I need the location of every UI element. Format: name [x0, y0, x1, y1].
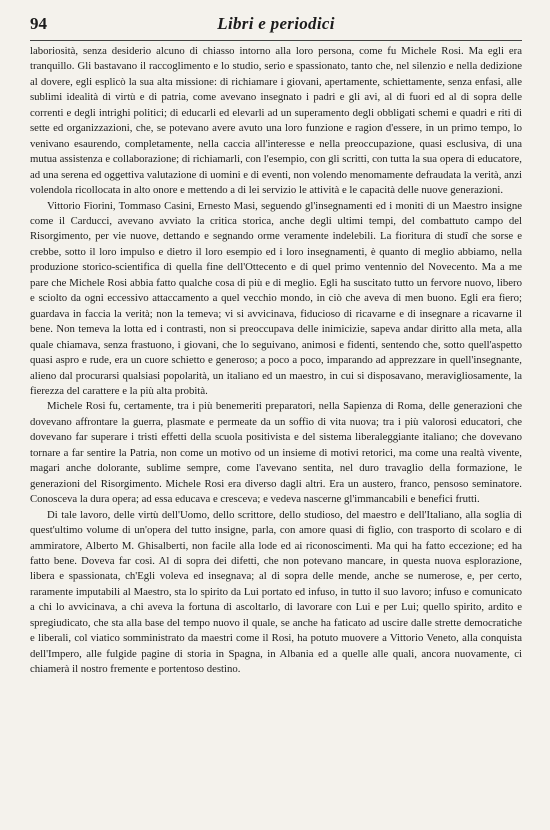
body-text [30, 44, 522, 678]
paragraph-4: Di tale lavoro, delle virtù dell'Uomo, dello scrittore, dello studioso, del maestro e dell'Italiano, alla soglia di quest'ultimo volume di un'opera del tutto insigne, parla, con amore quasi di figlio, con trasporto di scolaro e di ammiratore, Alberto M. Ghisalberti, non facile alla lode ed ai riconoscimenti. Ma qui ha fatto eccezione; ed ha fatto bene. Doveva far così. Al di sopra dei difetti, che non potevano mancare, in questa nuova esplorazione, libera e spassionata, ch'Egli voleva ed insegnava; al di sopra delle mende, anche se numerose, e, per certo, raramente imputabili al Maestro, sta lo spirito da Lui portato ed infuso, in tutto il suo lavoro; infuso e comunicato a chi lo avvicinava, a chi aveva la fortuna di ascoltarlo, di lavorare con Lui e per Lui; quello spirito, ardito e spregiudicato, che sta alla base del tempo nuovo il quale, se anche ha faticato ad uscire dalle strette democratiche e liberali, col viatico somministrato da maestri come il Rosi, ha potuto muovere a Vittorio Veneto, alla conquista dell'Impero, alle fulgide pagine di storia in Spagna, in Albania ed a quelle alle quali, ancora nuovamente, ci chiamerà il nostro fremente e portentoso destino. [30, 508, 522, 676]
running-title: Libri e periodici [217, 14, 335, 33]
running-head [30, 14, 522, 41]
paragraph-2: Vittorio Fiorini, Tommaso Casini, Ernesto Masi, seguendo gl'insegnamenti ed i moniti di un Maestro insigne come il Carducci, avevano avviato la critica storica, anche degli ultimi tempi, del combattuto campo del Risorgimento, per vie nuove, dettando e segnando orme veramente indelebili. La fioritura di studî che sorse e crebbe, sotto il loro impulso e dietro il loro esempio ed i loro insegnamenti, è quanto di meglio abbiamo, nella produzione storico-scientifica di quella fine dell'Ottecento e di quel primo ventennio del Novecento. Ma a me pare che Michele Rosi abbia fatto qualche cosa di più e di meglio. Egli ha suscitato tutto un fervore nuovo, libero e sciolto da ogni eccessivo attaccamento a quel vecchio mondo, in ciò che aveva di men buono. Egli era fiero; guardava in faccia la verità; non la temeva; vi si avvicinava, fiducioso di ricavarne e di insegnare a ricavarne il bene. Non temeva la lotta ed i contrasti, non si preoccupava delle inimicizie, sapeva andar diritto alla meta, alla quale chiamava, senza frastuono, i giovani, che lo seguivano, animosi e fidenti, sentendo che, sotto quell'aspetto quasi aspro e rude, era un cuore schietto e generoso; a poco a poco, imparando ad apprezzare in quell'insegnante, alieno dal procurarsi qualsiasi popolarità, un italiano ed un maestro, in cui si disposavano, meravigliosamente, la fierezza del carattere e la più alta probità. [30, 199, 522, 397]
paragraph-1: laboriosità, senza desiderio alcuno di chiasso intorno alla loro persona, come fu Michele Rosi. Ma egli era tranquillo. Gli bastavano il raccoglimento e lo studio, serio e spassionato, tanto che, nel silenzio e nella dedizione al dovere, egli esplicò la sua alta missione: di richiamare i giovani, apertamente, schiettamente, senza enfasi, alle sublimi idealità di virtù e di patria, come avevano insegnato i padri e gli avi, al di fuori ed al di sopra delle correnti e degli intrighi politici; di educarli ed elevarli ad un superamento degli obbligati schemi e quadri e riti di sette ed organizzazioni, che, se potevano avere avuto una loro funzione e ragion d'essere, in un primo tempo, lo venivano esaurendo, completamente, nella caccia all'interesse e nella preoccupazione, quasi esclusiva, di una mutua assistenza e collaborazione; di richiamarli, con l'esempio, con gli scritti, con tutta la sua opera di educatore, ad una serena ed oggettiva valutazione di uomini e di eventi, non volendo menomamente defraudata la verità, anzi volendola ricollocata in alto onore e mettendo a di lei servizio le attività e le capacità delle nuove generazioni. [30, 45, 522, 197]
page-number: 94 [30, 14, 47, 33]
paragraph-3: Michele Rosi fu, certamente, tra i più benemeriti preparatori, nella Sapienza di Roma, delle generazioni che dovevano affrontare la guerra, plasmate e permeate da un soffio di vita nuova; tra i più valorosi educatori, che dovevano far superare i tristi effetti della scuola positivista e del sistema liberaleggiante italiano; che dovevano tornare a far sentire la Patria, non come un motivo od un insieme di motivi retorici, ma come una realtà vivente, magari anche dolorante, sublime sempre, come l'avevano sentita, nel duro travaglio della formazione, le generazioni del Risorgimento. Michele Rosi era diverso dagli altri. Era un austero, franco, pensoso seminatore. Conosceva la dura opera; ad essa educava e cresceva; e vedeva nascerne gl'immancabili e benefici frutti. [30, 400, 522, 506]
